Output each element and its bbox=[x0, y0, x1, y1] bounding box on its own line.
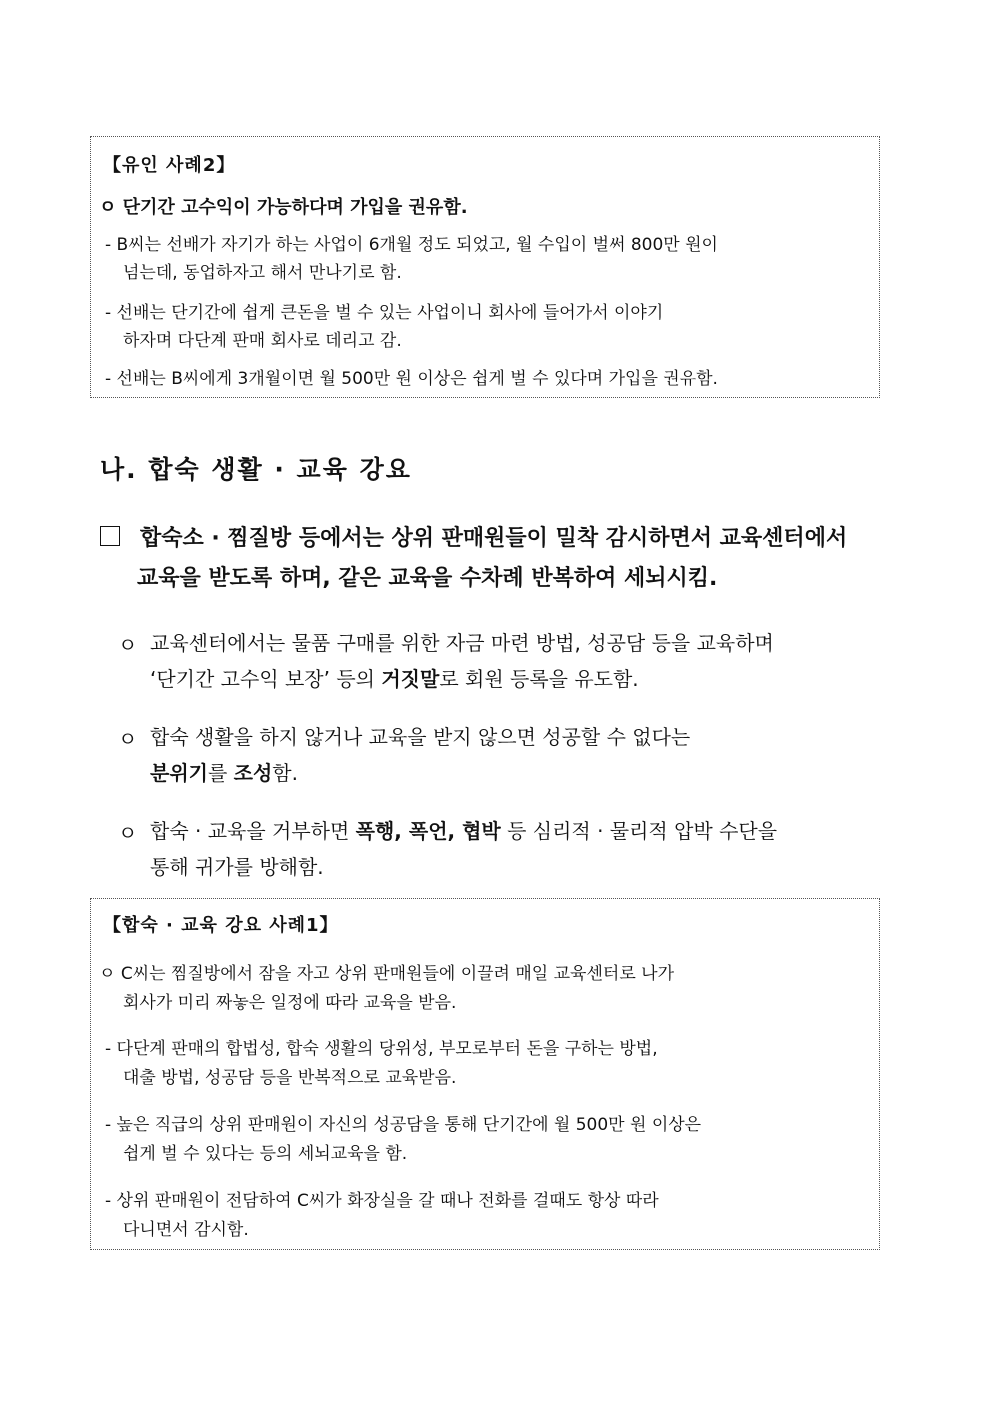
main-statement-line-1: 합숙소 · 찜질방 등에서는 상위 판매원들이 밀착 감시하면서 교육센터에서 bbox=[140, 526, 848, 551]
point-3-text-a: 합숙 · 교육을 거부하면 bbox=[150, 819, 356, 843]
case-bullet-line-1: ㅇ C씨는 찜질방에서 잠을 자고 상위 판매원들에 이끌려 매일 교육센터로 나가 bbox=[99, 964, 674, 984]
point-2-emphasis-1: 분위기 bbox=[150, 761, 208, 785]
point-1-emphasis: 거짓말 bbox=[381, 667, 440, 691]
point-2-line-2 bbox=[150, 757, 298, 786]
case-item-1-line-2: 대출 방법, 성공담 등을 반복적으로 교육받음. bbox=[123, 1068, 457, 1088]
point-1-text-c: 로 회원 등록을 유도함. bbox=[439, 667, 639, 691]
case-item-3-line-1: - 상위 판매원이 전담하여 C씨가 화장실을 갈 때나 전화를 걸때도 항상 따라 bbox=[105, 1191, 659, 1211]
point-3-emphasis: 폭행, 폭언, 협박 bbox=[355, 819, 501, 843]
case-item-2-line-1: - 선배는 단기간에 쉽게 큰돈을 벌 수 있는 사업이니 회사에 들어가서 이야기 bbox=[105, 303, 664, 323]
point-3-line-2: 통해 귀가를 방해함. bbox=[150, 855, 324, 879]
point-2-emphasis-2: 조성 bbox=[233, 761, 273, 785]
case-box-title: 【합숙 · 교육 강요 사례1】 bbox=[103, 915, 339, 936]
point-1-line-2 bbox=[150, 663, 639, 692]
case-item-2-line-2: 하자며 다단계 판매 회사로 데리고 감. bbox=[123, 331, 402, 351]
case-item-1-line-2: 넘는데, 동업하자고 해서 만나기로 함. bbox=[123, 263, 402, 283]
point-2-text-d: 함. bbox=[272, 761, 298, 785]
case-item-3-line-2: 다니면서 감시함. bbox=[123, 1220, 249, 1240]
point-1-text-a: ‘단기간 고수익 보장’ 등의 bbox=[150, 667, 382, 691]
case-item-1-line-1: - B씨는 선배가 자기가 하는 사업이 6개월 정도 되었고, 월 수입이 벌써 800만 원이 bbox=[105, 235, 718, 255]
point-bullet-icon: ㅇ bbox=[118, 821, 138, 845]
case-item-1-line-1: - 다단계 판매의 합법성, 합숙 생활의 당위성, 부모로부터 돈을 구하는 방법, bbox=[105, 1039, 658, 1059]
point-1-line-1: 교육센터에서는 물품 구매를 위한 자금 마련 방법, 성공담 등을 교육하며 bbox=[150, 631, 774, 655]
case-box-recruit-2 bbox=[90, 136, 880, 398]
point-bullet-icon: ㅇ bbox=[118, 727, 138, 751]
square-bullet-icon bbox=[100, 526, 120, 546]
case-item-2-line-1: - 높은 직급의 상위 판매원이 자신의 성공담을 통해 단기간에 월 500만 원 이상은 bbox=[105, 1115, 702, 1135]
point-bullet-icon: ㅇ bbox=[118, 633, 138, 657]
point-3-text-c: 등 심리적 · 물리적 압박 수단을 bbox=[500, 819, 778, 843]
point-3-line-1 bbox=[150, 815, 777, 844]
main-statement-line-2: 교육을 받도록 하며, 같은 교육을 수차례 반복하여 세뇌시킴. bbox=[137, 566, 718, 591]
section-heading: 나. 합숙 생활 · 교육 강요 bbox=[100, 455, 412, 484]
case-bullet: ㅇ 단기간 고수익이 가능하다며 가입을 권유함. bbox=[99, 197, 468, 218]
point-2-line-1: 합숙 생활을 하지 않거나 교육을 받지 않으면 성공할 수 없다는 bbox=[150, 725, 691, 749]
case-bullet-line-2: 회사가 미리 짜놓은 일정에 따라 교육을 받음. bbox=[123, 993, 457, 1013]
case-item-2-line-2: 쉽게 벌 수 있다는 등의 세뇌교육을 함. bbox=[123, 1144, 408, 1164]
case-item-3-line-1: - 선배는 B씨에게 3개월이면 월 500만 원 이상은 쉽게 벌 수 있다며 가입을 권유함. bbox=[105, 369, 718, 389]
case-box-title: 【유인 사례2】 bbox=[103, 155, 236, 176]
point-2-text-b: 를 bbox=[207, 761, 234, 785]
case-box-lodging-1 bbox=[90, 898, 880, 1250]
